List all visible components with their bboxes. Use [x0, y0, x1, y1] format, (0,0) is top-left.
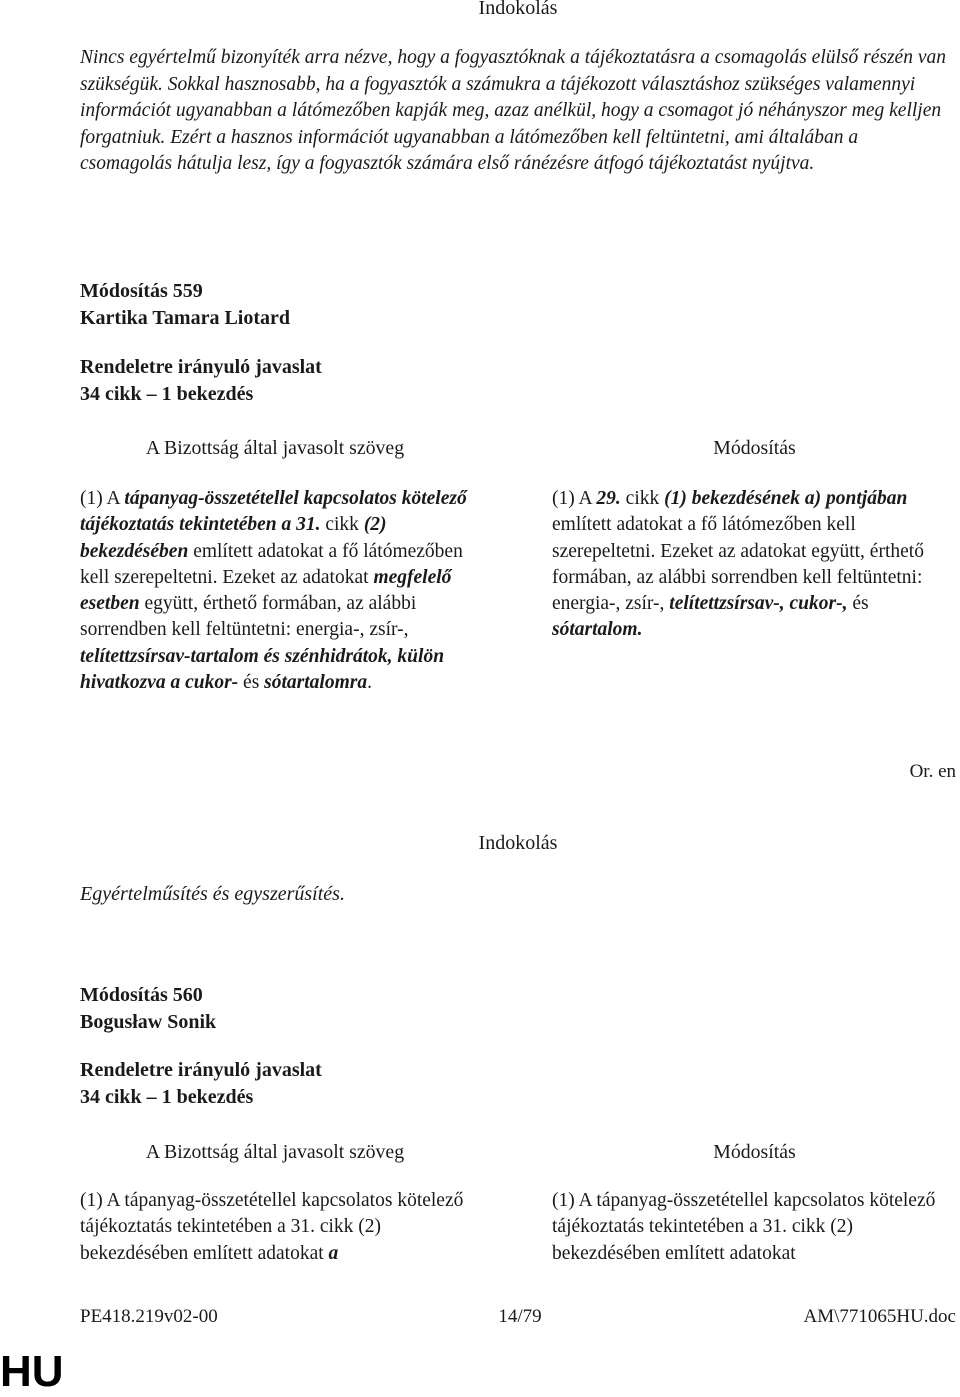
justification-text-559: Egyértelműsítés és egyszerűsítés. [80, 883, 345, 905]
column-header-amendment-560: Módosítás [713, 1141, 796, 1163]
justification-paragraph: Nincs egyértelmű bizonyíték arra nézve, hogy a fogyasztóknak a tájékoztatásra a csomagolás elülső részén van szükségük. Sokkal hasznosabb, ha a fogyasztók a számukra a tájékozott választáshoz szükséges valamennyi információt ugyanabban a látómezőben kapják meg, azaz anélkül, hogy a csomagot jó néhányszor meg kelljen forgatniuk. Ezért a hasznos információt ugyanabban a látómezőben kell feltüntetni, ami általában a csomagolás hátulja lesz, így a fogyasztók számára első ránézésre átfogó tájékoztatást nyújtva. [80, 47, 946, 175]
column-header-amendment: Módosítás [713, 437, 796, 459]
footer-page-number: 14/79 [498, 1306, 542, 1327]
amendment-559-number: Módosítás 559 [80, 280, 203, 302]
amendment-560-author: Bogusław Sonik [80, 1011, 217, 1033]
justification-heading-top: Indokolás [478, 0, 558, 19]
amendment-559-article: 34 cikk – 1 bekezdés [80, 383, 254, 405]
column-header-commission: A Bizottság által javasolt szöveg [145, 437, 405, 459]
amendment-560-number: Módosítás 560 [80, 984, 203, 1006]
amendment-559-amended-text: (1) A 29. cikk (1) bekezdésének a) pontjában említett adatokat a fő látómezőben kell szerepeltetni. Ezeket az adatokat együtt, érthető formában, az alábbi sorrendben kell feltüntetni: energia-, zsír-, telítettzsírsav-, cukor-, és sótartalom. [552, 488, 924, 641]
justification-heading-559: Indokolás [478, 832, 558, 854]
language-code: HU [0, 1347, 64, 1396]
amendment-559-commission-text: (1) A tápanyag-összetétellel kapcsolatos kötelező tájékoztatás tekintetében a 31. cikk (2) bekezdésében említett adatokat a fő látómezőben kell szerepeltetni. Ezeket az adatokat megfelelő esetben együtt, érthető formában, az alábbi sorrendben kell feltüntetni: energia-, zsír-, telítettzsírsav-tartalom és szénhidrátok, külön hivatkozva a cukor- és sótartalomra. [80, 488, 467, 694]
amendment-560-commission-text: (1) A tápanyag-összetétellel kapcsolatos kötelező tájékoztatás tekintetében a 31. cikk (2) bekezdésében említett adatokat a [80, 1190, 464, 1264]
footer-doc-ref: PE418.219v02-00 [80, 1306, 218, 1327]
column-header-commission-560: A Bizottság által javasolt szöveg [145, 1141, 405, 1163]
amendment-560-article: 34 cikk – 1 bekezdés [80, 1086, 254, 1108]
footer-file-name: AM\771065HU.doc [803, 1306, 956, 1327]
original-language: Or. en [909, 761, 956, 782]
amendment-560-amended-text: (1) A tápanyag-összetétellel kapcsolatos kötelező tájékoztatás tekintetében a 31. cikk (2) bekezdésében említett adatokat [552, 1190, 936, 1264]
amendment-560-proposal: Rendeletre irányuló javaslat [80, 1059, 322, 1081]
amendment-559-proposal: Rendeletre irányuló javaslat [80, 356, 322, 378]
amendment-559-author: Kartika Tamara Liotard [80, 307, 291, 329]
